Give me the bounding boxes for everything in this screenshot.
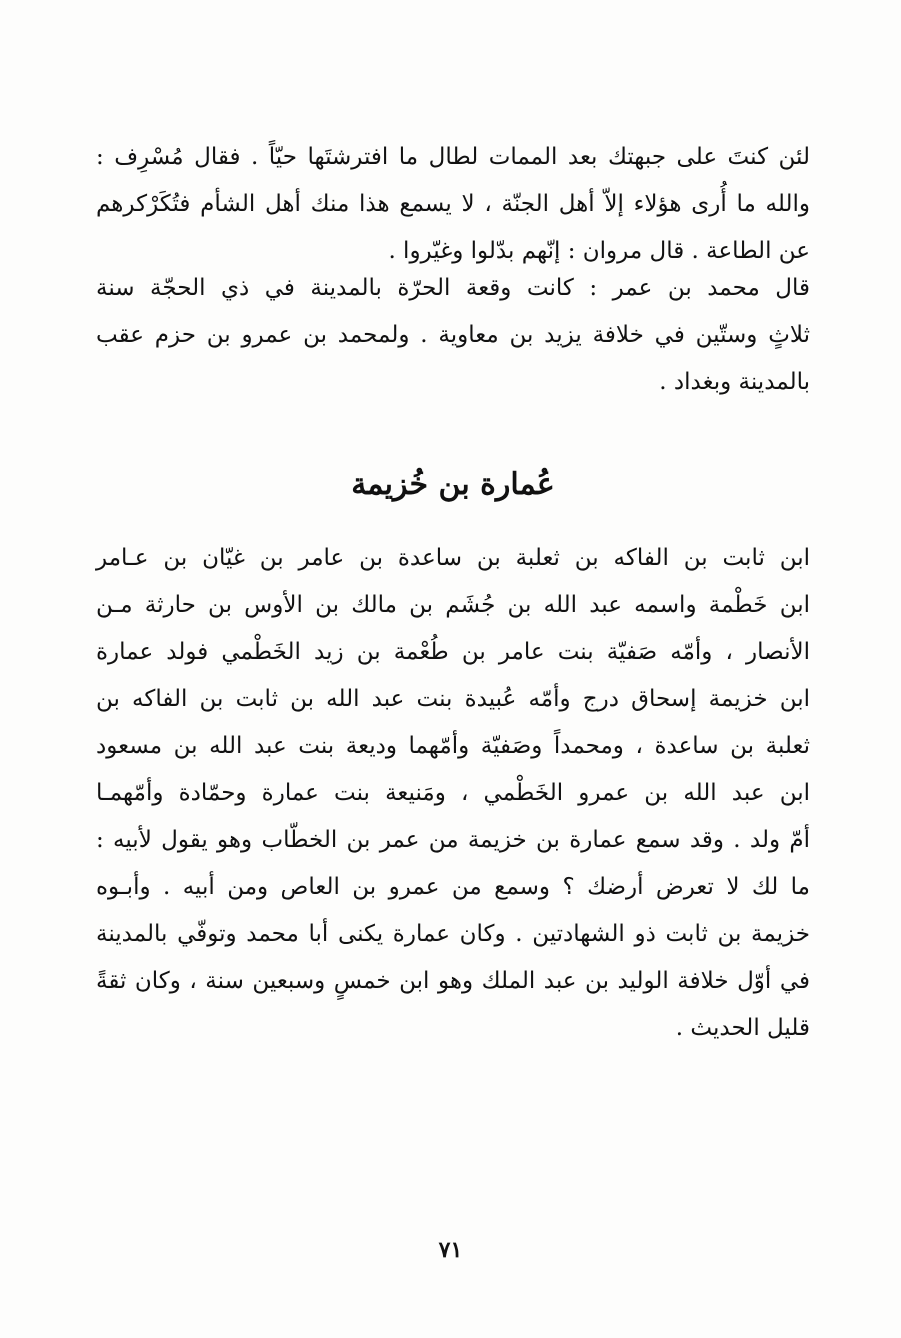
text-line: والله ما أُرى هؤلاء إلاّ أهل الجنّة ، لا يسمع هذا منك أهل الشأم فتُكَرْكرهم: [96, 191, 810, 217]
text-line: قليل الحديث .: [675, 1015, 810, 1041]
page-number: ٧١: [438, 1237, 463, 1263]
text-line: ابن خَطْمة واسمه عبد الله بن جُشَم بن مالك بن الأوس بن حارثة مـن: [96, 592, 810, 618]
paragraph-previous-entry-end: [96, 134, 810, 275]
text-line: خزيمة بن ثابت ذو الشهادتين . وكان عمارة يكنى أبا محمد وتوفّي بالمدينة: [96, 921, 810, 947]
text-line: ابن خزيمة إسحاق درج وأمّه عُبيدة بنت عبد الله بن ثابت بن الفاكه بن: [96, 686, 810, 712]
text-line: في أوّل خلافة الوليد بن عبد الملك وهو ابن خمسٍ وسبعين سنة ، وكان ثقةً: [96, 968, 810, 994]
text-line: ما لك لا تعرض أرضك ؟ وسمع من عمرو بن العاص ومن أبيه . وأبـوه: [96, 874, 810, 900]
text-line: قال محمد بن عمر : كانت وقعة الحرّة بالمدينة في ذي الحجّة سنة: [96, 275, 810, 301]
text-line: أمّ ولد . وقد سمع عمارة بن خزيمة من عمر بن الخطّاب وهو يقول لأبيه :: [96, 827, 810, 853]
text-line: عن الطاعة . قال مروان : إنّهم بدّلوا وغيّروا .: [388, 238, 810, 264]
text-line: ابن عبد الله بن عمرو الخَطْمي ، ومَنيعة بنت عمارة وحمّادة وأمّهمـا: [96, 780, 810, 806]
text-line: ثعلبة بن ساعدة ، ومحمداً وصَفيّة وأمّهما وديعة بنت عبد الله بن مسعود: [96, 733, 810, 759]
paragraph-harra-battle: [96, 265, 810, 406]
paragraph-biography: [96, 535, 810, 1052]
section-heading: عُمارة بن خُزيمة: [351, 467, 555, 502]
text-line: الأنصار ، وأمّه صَفيّة بنت عامر بن طُعْمة بن زيد الخَطْمي فولد عمارة: [96, 639, 810, 665]
text-line: لئن كنتَ على جبهتك بعد الممات لطال ما افترشتَها حيّاً . فقال مُسْرِف :: [96, 144, 810, 170]
text-line: بالمدينة وبغداد .: [659, 369, 810, 395]
text-line: ابن ثابت بن الفاكه بن ثعلبة بن ساعدة بن عامر بن غيّان بن عـامر: [96, 545, 810, 571]
text-line: ثلاثٍ وستّين في خلافة يزيد بن معاوية . ولمحمد بن عمرو بن حزم عقب: [96, 322, 810, 348]
